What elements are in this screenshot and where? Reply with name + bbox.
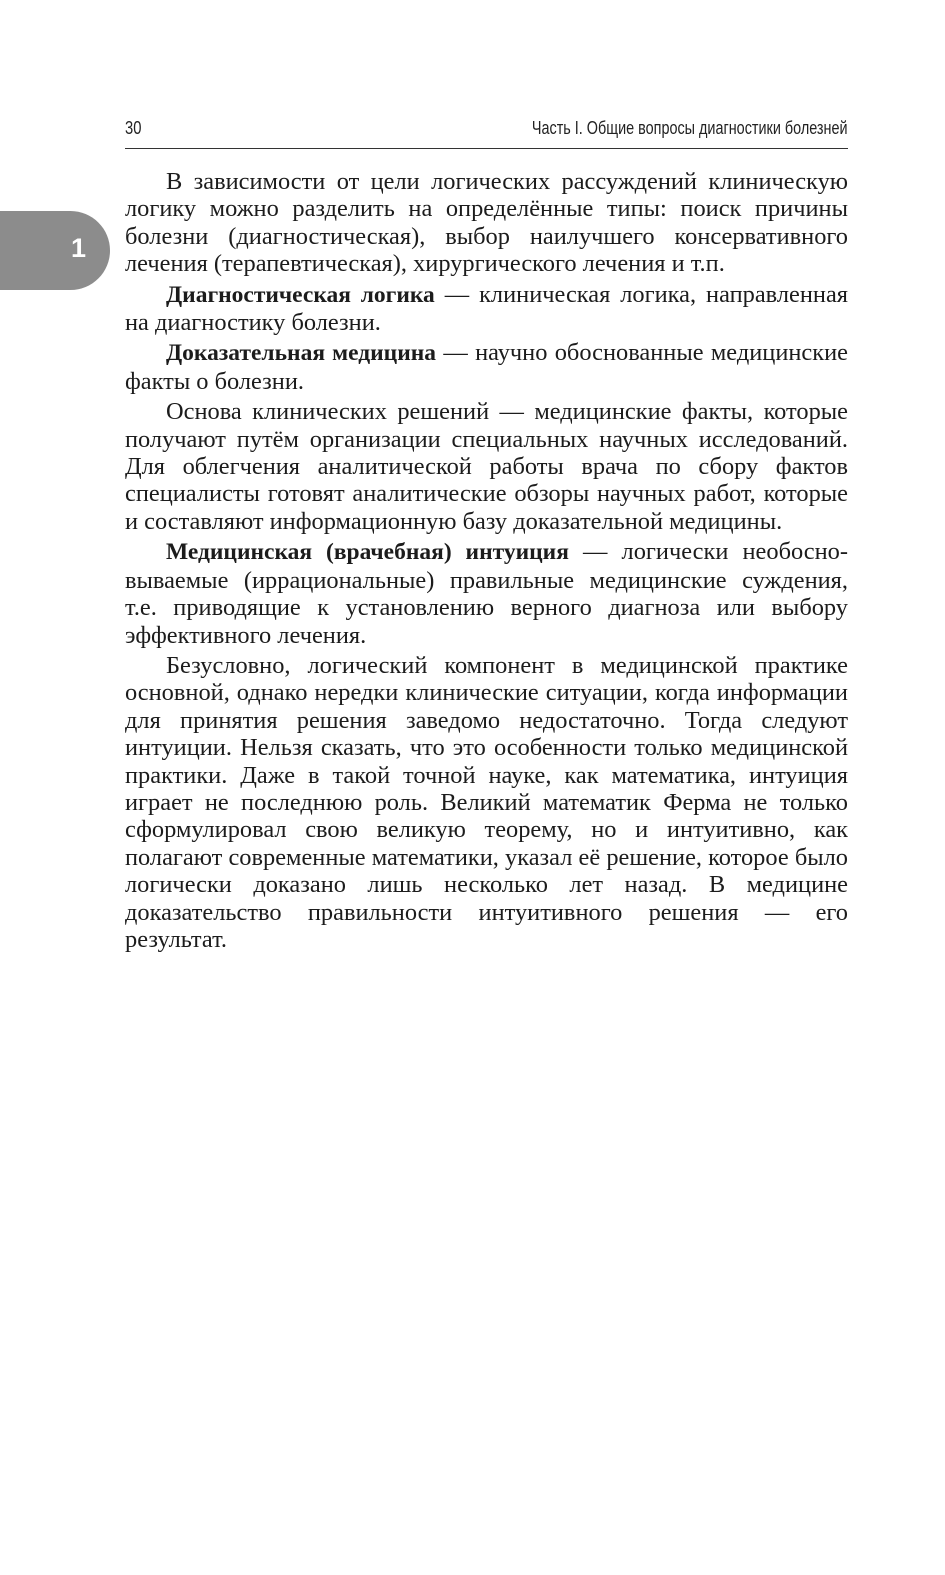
definition-paragraph (125, 281, 848, 337)
chapter-number: 1 (71, 233, 87, 263)
definition-paragraph (125, 339, 848, 395)
paragraph (125, 398, 848, 535)
paragraph (125, 168, 848, 278)
definition-text: — научно обоснованные медицинские факты о болезни. (125, 339, 848, 395)
term-medical-intuition: Медицинская (врачебная) интуиция (166, 539, 569, 566)
paragraph-text: В зависимости от цели логических рассуждений клиническую логику можно разделить на определённые типы: поиск причины болезни (диагностическая), выбор наилучшего консервативного лечения (терапевтическая), хирургического лечения и т.п. (125, 168, 848, 278)
text-body (125, 168, 848, 956)
page-header (125, 114, 848, 149)
definition-paragraph (125, 538, 848, 649)
definition-text: — клиническая логика, направленная на диагностику болезни. (125, 280, 849, 337)
paragraph-text: Безусловно, логический компонент в медицинской практике основной, однако нередки клинические ситуации, когда информации для принятия решения заведомо недостаточно. Тогда следуют интуиции. Нельзя сказать, что это особенности только медицинской практики. Даже в такой точной науке, как математика, интуиция играет не последнюю роль. Великий математик Ферма не только сформулировал свою великую теорему, но и интуитивно, как полагают современные математики, указал её решение, которое было логически доказано лишь несколько лет назад. В медицине доказательство правильности интуитивного решения — его результат. (125, 651, 848, 953)
paragraph-text: Основа клинических решений — медицинские факты, которые получают путём организации специальных научных исследований. Для облегчения аналитической работы врача по сбору фактов специалисты готовят аналитические обзоры научных работ, которые и составляют информационную базу доказательной медицины. (125, 398, 848, 535)
paragraph (125, 652, 848, 953)
page-number: 30 (125, 118, 142, 138)
definition-text: — логически необосновываемые (иррациональные) правильные медицинские суждения, т.е. приводящие к установлению верного диагноза или выбору эффективного лечения. (125, 538, 848, 649)
running-head: Часть I. Общие вопросы диагностики болезней (532, 118, 848, 138)
chapter-tab (0, 211, 110, 290)
term-diagnostic-logic: Диагностическая логика (166, 281, 435, 308)
term-evidence-based-medicine: Доказательная медицина (166, 340, 437, 367)
